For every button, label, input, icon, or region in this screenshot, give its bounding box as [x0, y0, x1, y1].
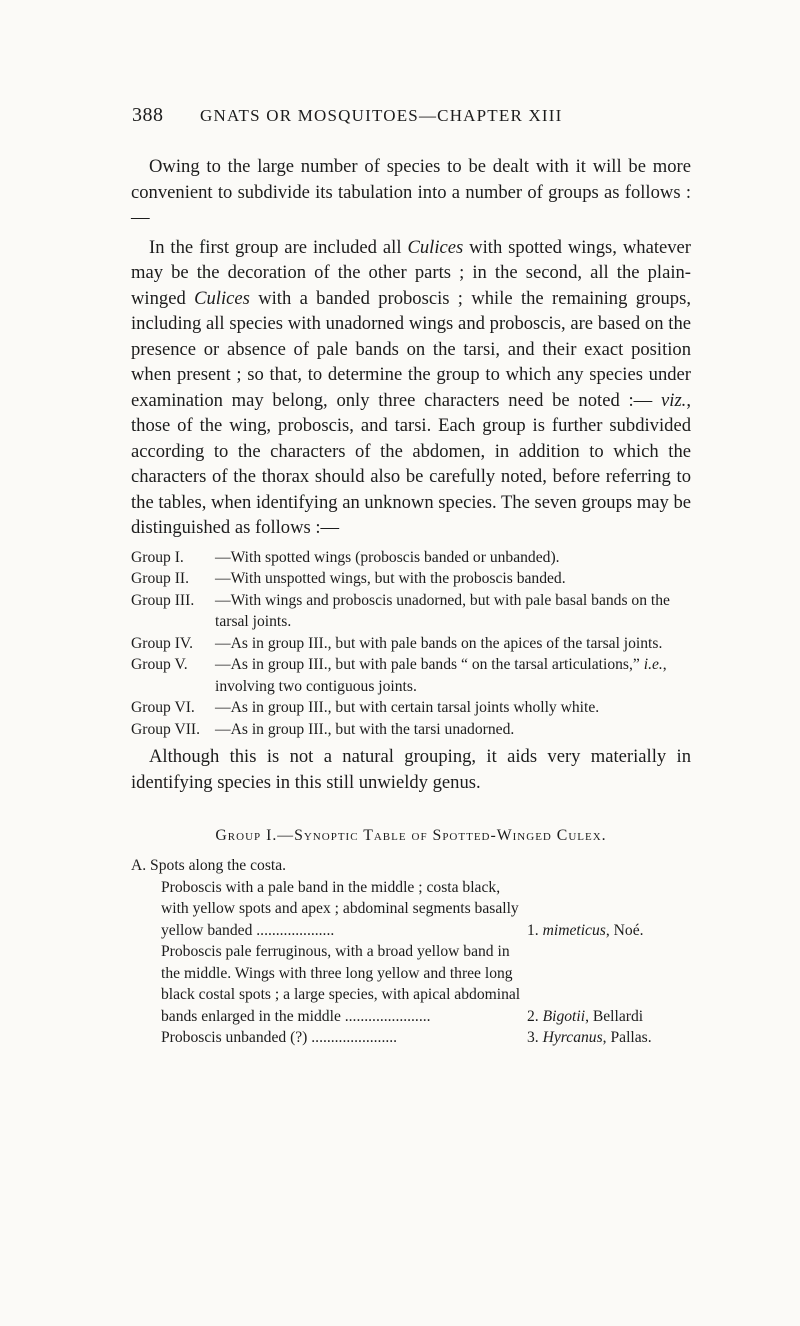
- key-entry: [131, 1027, 691, 1049]
- key-entry: [131, 941, 691, 1027]
- group-label: Group V.: [131, 656, 188, 673]
- group-text: —With spotted wings (proboscis banded or unbanded).: [215, 548, 560, 566]
- species-name: Bigotii: [542, 1007, 586, 1025]
- group-text: —With unspotted wings, but with the proboscis banded.: [215, 570, 566, 587]
- group-item: [131, 568, 691, 590]
- species-author: , Noé.: [605, 921, 644, 939]
- text-run: —As in group III., but with pale bands “ on the tarsal articulations,”: [215, 656, 644, 673]
- key-section-a: A. Spots along the costa.: [131, 857, 287, 874]
- synoptic-table-title: Group I.—Synoptic Table of Spotted-Winged Culex.: [215, 827, 607, 844]
- text-run: In the first group are included all: [149, 236, 408, 258]
- italic-term: i.e.: [643, 656, 663, 673]
- text-run: with spotted wings, whatever may be the decoration of the other parts ; in the second, all the plain-winged: [131, 236, 691, 309]
- group-text: [211, 654, 691, 697]
- species-author: , Bellardi: [585, 1007, 644, 1025]
- group-text: —As in group III., but with pale bands on the apices of the tarsal joints.: [215, 634, 663, 652]
- species-name: mimeticus: [542, 921, 606, 939]
- page-number: 388: [132, 104, 164, 126]
- paragraph-intro: Owing to the large number of species to be dealt with it will be more convenient to subdivide its tabulation into a number of groups as follows :—: [131, 156, 691, 228]
- key-answer: [521, 920, 644, 942]
- italic-term: viz.: [661, 389, 687, 411]
- key-description: Proboscis with a pale band in the middle ; costa black, with yellow spots and apex ; abdominal segments basally yellow banded ....................: [161, 878, 519, 939]
- key-description: Proboscis pale ferruginous, with a broad yellow band in the middle. Wings with three long yellow and three long black costal spots ; a large species, with apical abdominal bands enlarged in the middle ......................: [161, 943, 521, 1025]
- group-item: [131, 590, 691, 633]
- paragraph-groups-explanation: [131, 235, 691, 541]
- group-label: Group VII.: [131, 720, 201, 738]
- species-author: , Pallas.: [602, 1029, 652, 1046]
- italic-term: Culices: [407, 236, 464, 258]
- group-list: [131, 547, 691, 741]
- key-description: Proboscis unbanded (?) ......................: [161, 1029, 398, 1046]
- running-title: GNATS OR MOSQUITOES—CHAPTER XIII: [200, 106, 563, 125]
- synoptic-key: [131, 855, 691, 1049]
- page-body: [131, 154, 691, 1049]
- group-item: [131, 547, 691, 569]
- group-item: [131, 719, 691, 741]
- group-item: [131, 633, 691, 655]
- group-label: Group III.: [131, 591, 195, 609]
- species-number: 3.: [527, 1029, 539, 1046]
- group-item: [131, 654, 691, 697]
- page-header: [0, 104, 800, 134]
- group-text: —With wings and proboscis unadorned, but with pale basal bands on the tarsal joints.: [215, 591, 670, 630]
- text-run: , those of the wing, proboscis, and tarsi. Each group is further subdivided according to the characters of the abdomen, in addition to which the characters of the thorax should also be carefully noted, before referring to the tables, when identifying an unknown species. The seven groups may be distinguished as follows :—: [131, 389, 691, 538]
- key-answer: [521, 1006, 643, 1028]
- key-answer: [521, 1027, 652, 1049]
- group-item: [131, 697, 691, 719]
- group-label: Group IV.: [131, 634, 194, 652]
- italic-term: Culices: [194, 287, 250, 309]
- text-run: , involving two contiguous joints.: [215, 656, 667, 695]
- key-entry: [131, 877, 691, 942]
- species-name: Hyrcanus: [542, 1029, 603, 1046]
- species-number: 1.: [527, 921, 539, 939]
- group-text: —As in group III., but with certain tarsal joints wholly white.: [215, 699, 600, 716]
- text-run: with a banded proboscis ; while the remaining groups, including all species with unadorned wings and proboscis, are based on the presence or absence of pale bands on the tarsi, and their exact position when present ; so that, to determine the group to which any species under examination may belong, only three characters need be noted :—: [131, 287, 691, 411]
- group-label: Group I.: [131, 548, 184, 566]
- paragraph-closing: Although this is not a natural grouping, it aids very materially in identifying species in this still unwieldy genus.: [131, 746, 691, 793]
- group-label: Group II.: [131, 570, 190, 587]
- group-text: —As in group III., but with the tarsi unadorned.: [215, 720, 515, 738]
- species-number: 2.: [527, 1007, 539, 1025]
- group-label: Group VI.: [131, 699, 195, 716]
